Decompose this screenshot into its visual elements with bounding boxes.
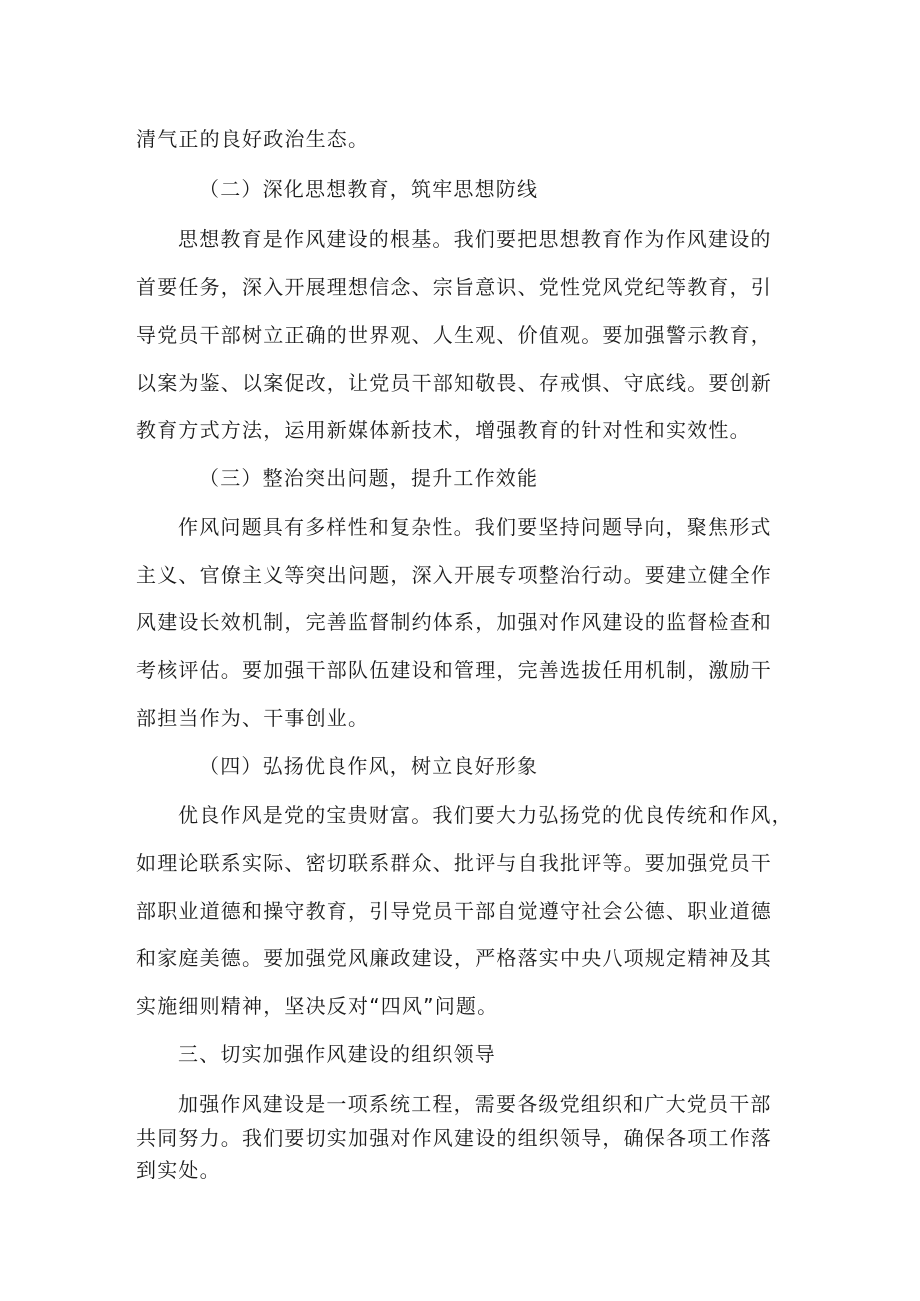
paragraph-line: 作风问题具有多样性和复杂性。我们要坚持问题导向，聚焦形式 <box>178 515 772 539</box>
paragraph-line: 思想教育是作风建设的根基。我们要把思想教育作为作风建设的 <box>178 227 772 251</box>
paragraph-line: 考核评估。要加强干部队伍建设和管理，完善选拔任用机制，激励干 <box>136 658 772 682</box>
paragraph-line: 和家庭美德。要加强党风廉政建设，严格落实中央八项规定精神及其 <box>136 946 772 970</box>
paragraph-line: 部职业道德和操守教育，引导党员干部自觉遵守社会公德、职业道德 <box>136 899 772 923</box>
section-heading: （三）整治突出问题，提升工作效能 <box>199 466 539 490</box>
paragraph-line: 导党员干部树立正确的世界观、人生观、价值观。要加强警示教育， <box>136 323 772 347</box>
paragraph-line: 教育方式方法，运用新媒体新技术，增强教育的针对性和实效性。 <box>136 418 751 442</box>
paragraph-line: 部担当作为、干事创业。 <box>136 706 370 730</box>
paragraph-line: 以案为鉴、以案促改，让党员干部知敬畏、存戒惧、守底线。要创新 <box>136 371 772 395</box>
paragraph-line: 主义、官僚主义等突出问题，深入开展专项整治行动。要建立健全作 <box>136 563 772 587</box>
section-heading: （四）弘扬优良作风，树立良好形象 <box>199 754 539 778</box>
opening-line: 清气正的良好政治生态。 <box>136 127 370 151</box>
part-three-heading: 三、切实加强作风建设的组织领导 <box>178 1042 496 1066</box>
paragraph-line: 到实处。 <box>136 1158 221 1182</box>
paragraph-line: 风建设长效机制，完善监督制约体系，加强对作风建设的监督检查和 <box>136 610 772 634</box>
section-heading: （二）深化思想教育，筑牢思想防线 <box>199 177 539 201</box>
paragraph-line: 优良作风是党的宝贵财富。我们要大力弘扬党的优良传统和作风， <box>178 803 793 827</box>
paragraph-line: 共同努力。我们要切实加强对作风建设的组织领导，确保各项工作落 <box>136 1126 772 1150</box>
paragraph-line: 首要任务，深入开展理想信念、宗旨意识、党性党风党纪等教育，引 <box>136 275 772 299</box>
paragraph-line: 如理论联系实际、密切联系群众、批评与自我批评等。要加强党员干 <box>136 851 772 875</box>
paragraph-line: 加强作风建设是一项系统工程，需要各级党组织和广大党员干部 <box>178 1092 772 1116</box>
paragraph-line: 实施细则精神，坚决反对“四风”问题。 <box>136 994 499 1018</box>
